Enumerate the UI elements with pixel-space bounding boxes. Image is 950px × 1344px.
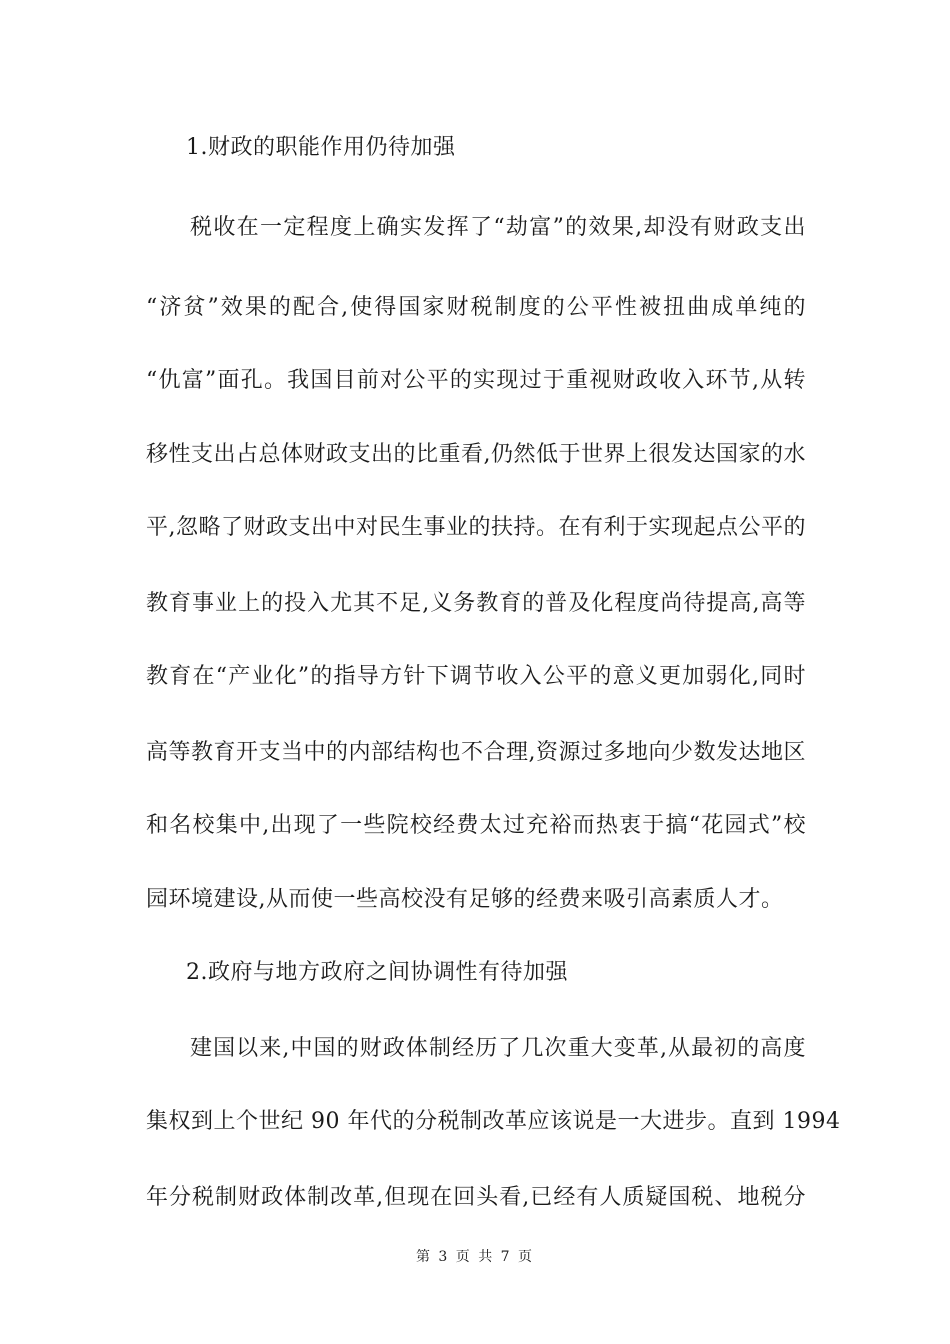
paragraph-1-line-7: 教育在“产业化”的指导方针下调节收入公平的意义更加弱化,同时 bbox=[146, 664, 806, 689]
paragraph-1-line-1: 税收在一定程度上确实发挥了“劫富”的效果,却没有财政支出 bbox=[190, 215, 806, 240]
section-heading-2: 2.政府与地方政府之间协调性有待加强 bbox=[186, 960, 568, 985]
paragraph-1-line-10: 园环境建设,从而使一些高校没有足够的经费来吸引高素质人才。 bbox=[146, 887, 784, 912]
paragraph-1-line-6: 教育事业上的投入尤其不足,义务教育的普及化程度尚待提高,高等 bbox=[146, 591, 806, 616]
paragraph-1-line-5: 平,忽略了财政支出中对民生事业的扶持。在有利于实现起点公平的 bbox=[146, 515, 806, 540]
paragraph-2-line-1: 建国以来,中国的财政体制经历了几次重大变革,从最初的高度 bbox=[190, 1036, 806, 1061]
paragraph-2-line-3: 年分税制财政体制改革,但现在回头看,已经有人质疑国税、地税分 bbox=[146, 1185, 806, 1210]
page-number-footer: 第 3 页 共 7 页 bbox=[415, 1249, 535, 1265]
paragraph-1-line-3: “仇富”面孔。我国目前对公平的实现过于重视财政收入环节,从转 bbox=[146, 368, 806, 393]
paragraph-1-line-2: “济贫”效果的配合,使得国家财税制度的公平性被扭曲成单纯的 bbox=[146, 295, 806, 320]
section-heading-1: 1.财政的职能作用仍待加强 bbox=[186, 135, 456, 160]
paragraph-1-line-4: 移性支出占总体财政支出的比重看,仍然低于世界上很发达国家的水 bbox=[146, 442, 806, 467]
paragraph-1-line-9: 和名校集中,出现了一些院校经费太过充裕而热衷于搞“花园式”校 bbox=[146, 813, 806, 838]
paragraph-2-line-2: 集权到上个世纪 90 年代的分税制改革应该说是一大进步。直到 1994 bbox=[146, 1109, 841, 1134]
paragraph-1-line-8: 高等教育开支当中的内部结构也不合理,资源过多地向少数发达地区 bbox=[146, 740, 806, 765]
